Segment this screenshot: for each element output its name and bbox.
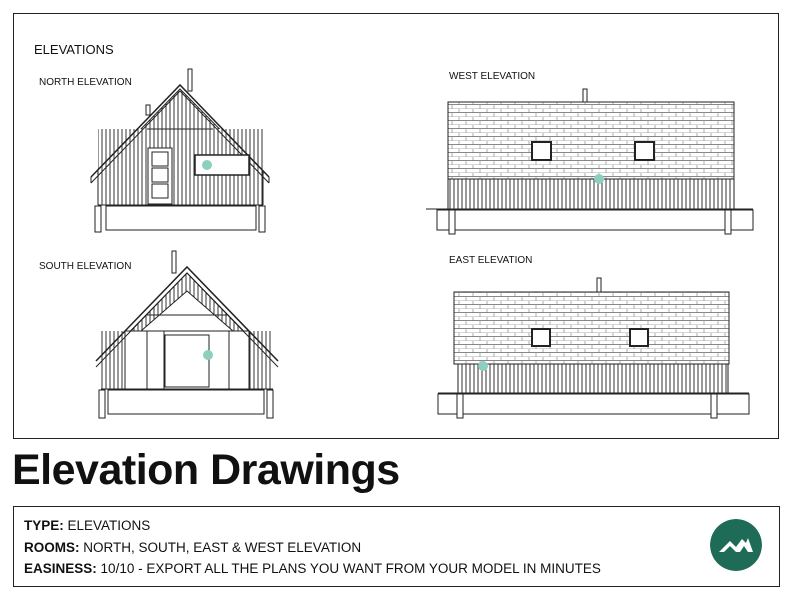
north-elevation-label: NORTH ELEVATION	[39, 77, 132, 88]
rooms-value: NORTH, SOUTH, EAST & WEST ELEVATION	[83, 540, 362, 555]
easiness-row	[24, 561, 601, 576]
easiness-value: 10/10 - EXPORT ALL THE PLANS YOU WANT FROM YOUR MODEL IN MINUTES	[100, 561, 601, 576]
rooms-row	[24, 540, 361, 555]
north-elevation-drawing	[91, 69, 269, 232]
sheet-label: ELEVATIONS	[34, 42, 114, 57]
west-elevation-drawing	[426, 89, 753, 234]
mountain-logo-icon	[710, 519, 762, 571]
south-elevation-drawing	[96, 251, 278, 418]
east-elevation-label: EAST ELEVATION	[449, 255, 533, 266]
info-box	[13, 506, 780, 587]
type-value: ELEVATIONS	[67, 518, 151, 533]
rooms-label: ROOMS:	[24, 540, 80, 555]
elevation-drawings	[1, 1, 794, 441]
east-elevation-drawing	[438, 278, 749, 418]
page-title: Elevation Drawings	[12, 446, 400, 494]
west-elevation-label: WEST ELEVATION	[449, 71, 536, 82]
easiness-label: EASINESS:	[24, 561, 97, 576]
south-elevation-label: SOUTH ELEVATION	[39, 261, 132, 272]
drawing-frame	[13, 13, 779, 439]
type-label: TYPE:	[24, 518, 64, 533]
type-row	[24, 518, 150, 533]
